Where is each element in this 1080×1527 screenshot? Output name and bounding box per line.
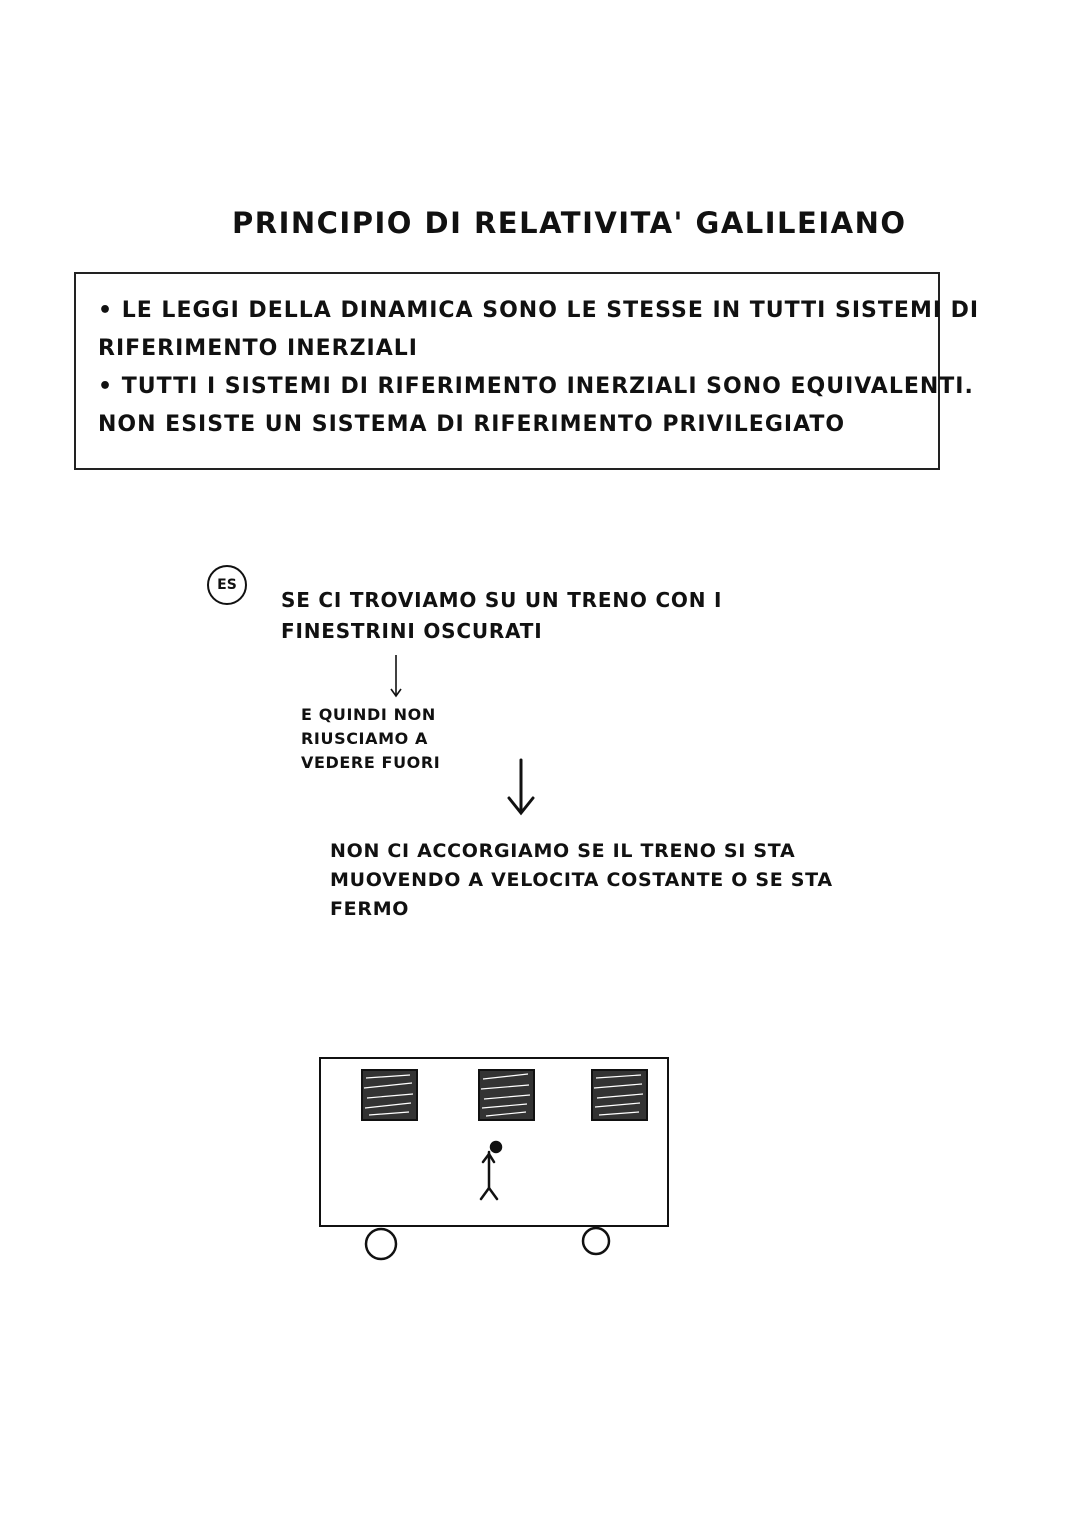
conclusion-line-1: NON CI ACCORGIAMO SE IL TRENO SI STA — [330, 840, 796, 862]
note-line-3: VEDERE FUORI — [301, 753, 441, 772]
arrow-down-icon — [509, 760, 533, 813]
person-icon — [481, 1142, 501, 1199]
example-line-1: SE CI TROVIAMO SU UN TRENO CON I — [281, 588, 723, 612]
example-line-2: FINESTRINI OSCURATI — [281, 619, 543, 643]
conclusion-line-3: FERMO — [330, 898, 410, 920]
example-badge: ES — [207, 565, 247, 605]
principle-line-3: • TUTTI I SISTEMI DI RIFERIMENTO INERZIALI SONO EQUIVALENTI. — [98, 374, 974, 399]
page-title: PRINCIPIO DI RELATIVITA' GALILEIANO — [232, 206, 907, 240]
principle-line-1: • LE LEGGI DELLA DINAMICA SONO LE STESSE IN TUTTI SISTEMI DI — [98, 298, 980, 323]
principle-line-2: RIFERIMENTO INERZIALI — [98, 336, 418, 361]
window-icon — [362, 1070, 417, 1120]
arrow-down-icon — [391, 655, 401, 696]
wheel-icon — [366, 1229, 396, 1259]
window-icon — [479, 1070, 534, 1120]
wheel-icon — [583, 1228, 609, 1254]
note-line-2: RIUSCIAMO A — [301, 729, 428, 748]
principle-line-4: NON ESISTE UN SISTEMA DI RIFERIMENTO PRIVILEGIATO — [98, 412, 846, 437]
note-line-1: E QUINDI NON — [301, 705, 436, 724]
window-icon — [592, 1070, 647, 1120]
conclusion-line-2: MUOVENDO A VELOCITA COSTANTE O SE STA — [330, 869, 833, 891]
